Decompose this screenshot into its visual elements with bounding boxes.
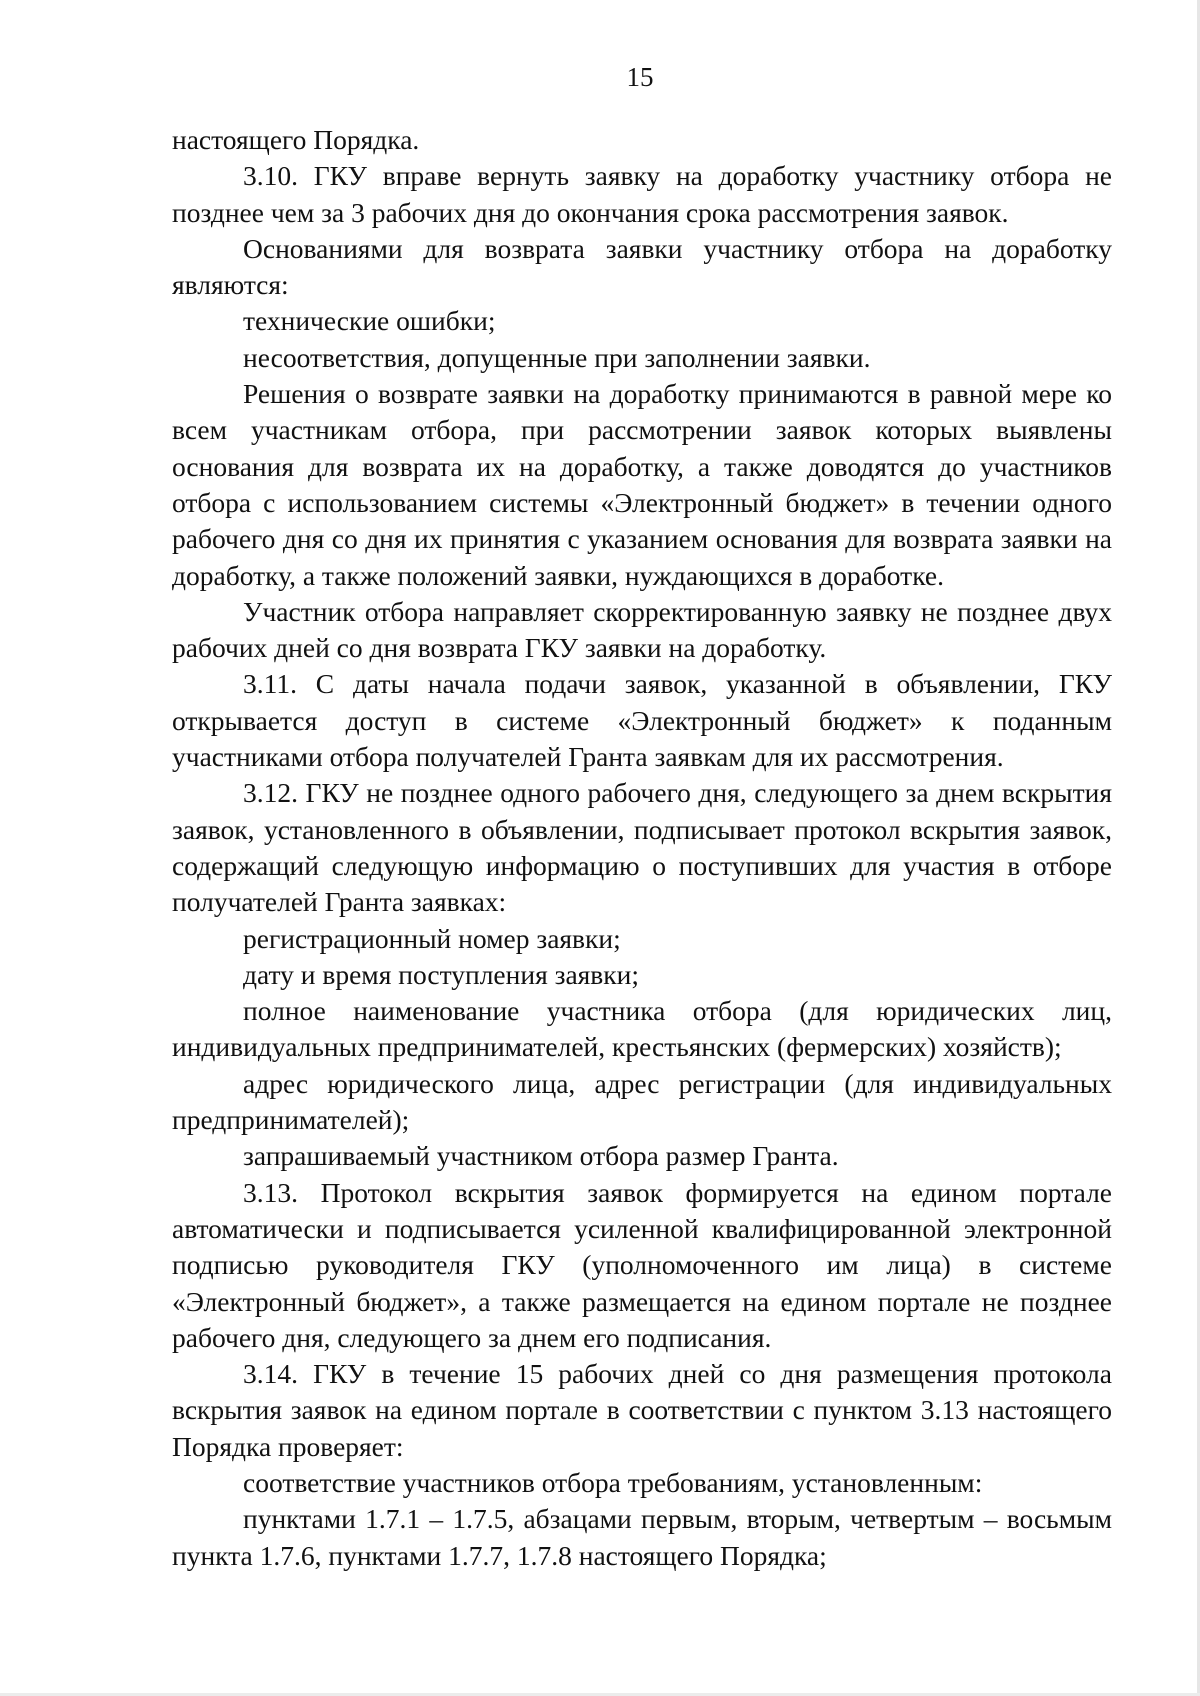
paragraph: настоящего Порядка. <box>172 124 420 155</box>
paragraph-3-10: 3.10. ГКУ вправе вернуть заявку на доработку участнику отбора не позднее чем за 3 рабочих дня до окончания срока рассмотрения заявок. <box>172 160 1112 228</box>
list-item: несоответствия, допущенные при заполнении заявки. <box>243 341 871 373</box>
paragraph-3-14: 3.14. ГКУ в течение 15 рабочих дней со дня размещения протокола вскрытия заявок на едином портале в соответствии с пунктом 3.13 настоящего Порядка проверяет: <box>172 1358 1112 1462</box>
paragraph-3-12: 3.12. ГКУ не позднее одного рабочего дня, следующего за днем вскрытия заявок, установленного в объявлении, подписывает протокол вскрытия заявок, содержащий следующую информацию о поступивших для участия в отборе получателей Гранта заявках: <box>172 777 1112 918</box>
list-item: запрашиваемый участником отбора размер Гранта. <box>243 1140 839 1172</box>
list-item: пунктами 1.7.1 – 1.7.5, абзацами первым, вторым, четвертым – восьмым пункта 1.7.6, пунктами 1.7.7, 1.7.8 настоящего Порядка; <box>172 1503 1112 1571</box>
list-item: дату и время поступления заявки; <box>243 958 640 990</box>
list-item: регистрационный номер заявки; <box>243 922 621 954</box>
list-item: адрес юридического лица, адрес регистрации (для индивидуальных предпринимателей); <box>172 1067 1112 1136</box>
paragraph: Основаниями для возврата заявки участнику отбора на доработку являются: <box>172 232 1112 301</box>
paragraph-3-13: 3.13. Протокол вскрытия заявок формируется на едином портале автоматически и подписывается усиленной квалифицированной электронной подписью руководителя ГКУ (уполномоченного им лица) в системе «Электронный бюджет», а также размещается на едином портале не позднее рабочего дня, следующего за днем его подписания. <box>172 1176 1112 1353</box>
list-item: технические ошибки; <box>243 305 496 337</box>
paragraph: Участник отбора направляет скорректированную заявку не позднее двух рабочих дней со дня возврата ГКУ заявки на доработку. <box>172 595 1112 664</box>
page-number: 15 <box>626 62 654 92</box>
paragraph-3-11: 3.11. С даты начала подачи заявок, указанной в объявлении, ГКУ открывается доступ в системе «Электронный бюджет» к поданным участниками отбора получателей Гранта заявкам для их рассмотрения. <box>172 668 1112 773</box>
paragraph: Решения о возврате заявки на доработку принимаются в равной мере ко всем участникам отбора, при рассмотрении заявок которых выявлены основания для возврата их на доработку, а также доводятся до участников отбора с использованием системы «Электронный бюджет» в течении одного рабочего дня со дня их принятия с указанием основания для возврата заявки на доработку, а также положений заявки, нуждающихся в доработке. <box>172 378 1112 591</box>
list-item: соответствие участников отбора требованиям, установленным: <box>243 1466 983 1498</box>
document-body <box>172 122 1112 1574</box>
list-item: полное наименование участника отбора (для юридических лиц, индивидуальных предпринимателей, крестьянских (фермерских) хозяйств); <box>172 995 1112 1063</box>
